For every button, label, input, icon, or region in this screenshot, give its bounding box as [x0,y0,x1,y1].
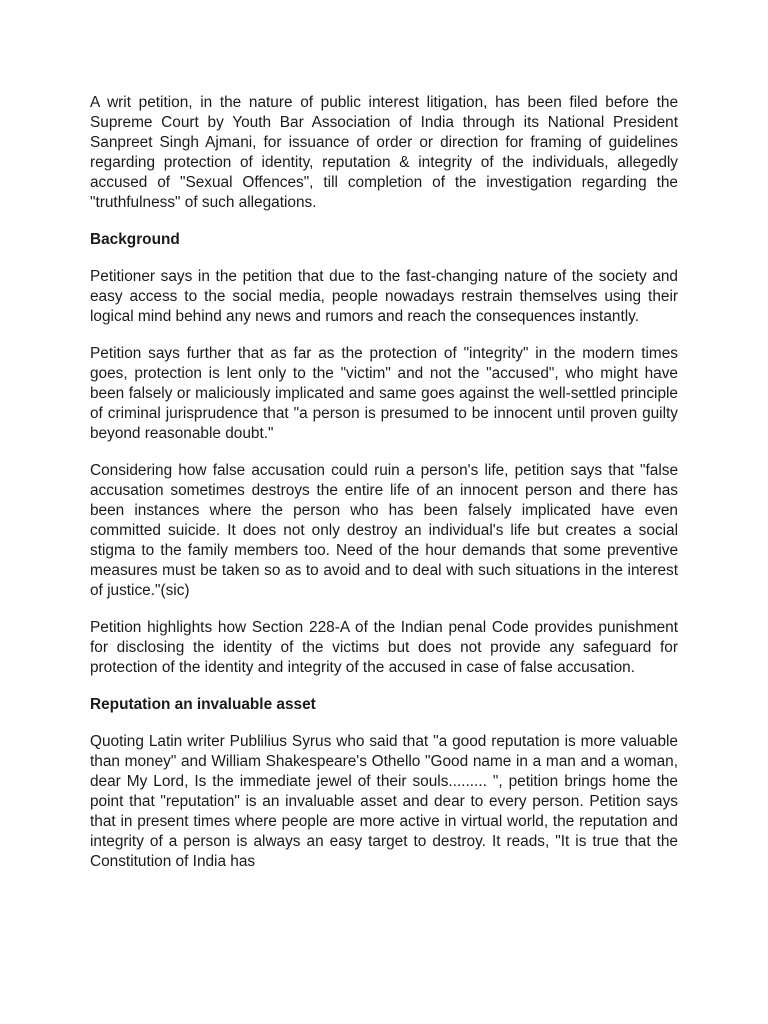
intro-paragraph: A writ petition, in the nature of public interest litigation, has been filed before the Supreme Court by Youth Bar Association of India through its National President Sanpreet Singh Ajmani, for issuance of order or direction for framing of guidelines regarding protection of identity, reputation & integrity of the individuals, allegedly accused of "Sexual Offences", till completion of the investigation regarding the "truthfulness" of such allegations. [90,94,678,211]
reputation-heading: Reputation an invaluable asset [90,696,316,713]
background-paragraph-1: Petitioner says in the petition that due to the fast-changing nature of the society and easy access to the social media, people nowadays restrain themselves using their logical mind behind any news and rumors and reach the consequences instantly. [90,268,678,325]
background-paragraph-2: Petition says further that as far as the protection of "integrity" in the modern times goes, protection is lent only to the "victim" and not the "accused", who might have been falsely or maliciously implicated and same goes against the well-settled principle of criminal jurisprudence that "a person is presumed to be innocent until proven guilty beyond reasonable doubt." [90,345,678,442]
background-paragraph-3: Considering how false accusation could ruin a person's life, petition says that "false accusation sometimes destroys the entire life of an innocent person and there has been instances where the person who has been falsely implicated have even committed suicide. It does not only destroy an individual's life but creates a social stigma to the family members too. Need of the hour demands that some preventive measures must be taken so as to avoid and to deal with such situations in the interest of justice."(sic) [90,462,678,599]
background-paragraph-4: Petition highlights how Section 228-A of the Indian penal Code provides punishment for disclosing the identity of the victims but does not provide any safeguard for protection of the identity and integrity of the accused in case of false accusation. [90,619,678,676]
background-heading: Background [90,231,180,248]
document-page [90,93,678,889]
reputation-paragraph-1: Quoting Latin writer Publilius Syrus who said that "a good reputation is more valuable than money" and William Shakespeare's Othello "Good name in a man and a woman, dear My Lord, Is the immediate jewel of their souls......... ", petition brings home the point that "reputation" is an invaluable asset and dear to every person. Petition says that in present times where people are more active in virtual world, the reputation and integrity of a person is always an easy target to destroy. It reads, "It is true that the Constitution of India has [90,733,678,870]
